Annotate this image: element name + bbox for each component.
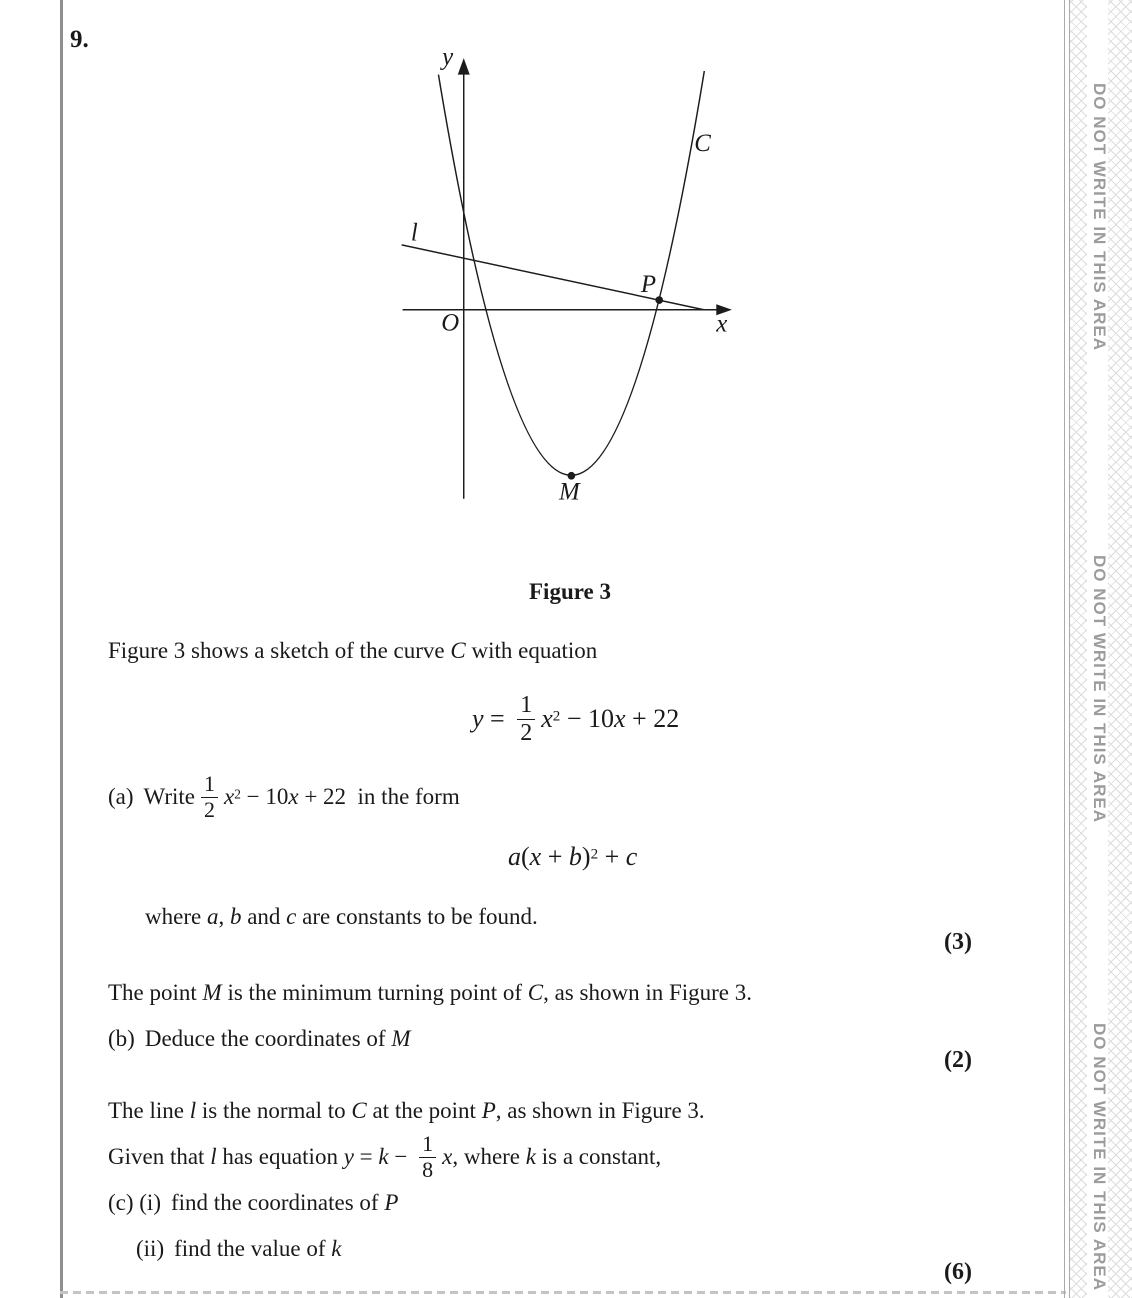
label-curve-c: C — [694, 130, 711, 158]
part-b-prompt: (b) Deduce the coordinates of M — [108, 1026, 411, 1051]
label-point-m: M — [558, 478, 580, 506]
do-not-write-margin-3: DO NOT WRITE IN THIS AREA — [1090, 1023, 1109, 1292]
label-origin: O — [441, 309, 460, 337]
normal-line-statement: The line l is the normal to C at the point P, as shown in Figure 3. — [108, 1098, 705, 1123]
page-left-rule — [60, 0, 63, 1298]
mark-part-b: (2) — [944, 1047, 972, 1073]
fraction-one-eighth: $\frac{1}{8}$ — [419, 1132, 436, 1181]
intro-line: Figure 3 shows a sketch of the curve C with equation — [108, 638, 598, 663]
question-number: 9. — [70, 26, 89, 53]
figure-caption: Figure 3 — [529, 579, 611, 604]
mark-part-c: (6) — [944, 1259, 972, 1285]
curve-c-path — [438, 71, 704, 475]
page-bottom-separator — [60, 1291, 1066, 1294]
do-not-write-margin-2: DO NOT WRITE IN THIS AREA — [1090, 555, 1109, 824]
label-point-p: P — [640, 270, 657, 298]
part-a-prompt: (a) Write $\frac{1}{2}$ $x^2 - 10x + 22$ in the form — [108, 771, 460, 822]
given-equation-statement: Given that l has equation y = k − $\frac{1}{8}$ x, where k is a constant, — [108, 1131, 662, 1182]
mark-part-a: (3) — [944, 929, 972, 955]
constants-note: where a, b and c are constants to be found. — [145, 904, 538, 929]
figure-3-sketch — [380, 48, 760, 600]
part-c-ii-prompt: (ii) find the value of k — [136, 1236, 342, 1261]
y-axis-arrow-icon — [458, 58, 470, 75]
label-x-axis: x — [716, 310, 728, 338]
label-line-l: l — [410, 219, 418, 247]
label-y-axis: y — [442, 48, 454, 71]
fraction-one-half: $\frac{1}{2}$ — [201, 772, 218, 821]
point-p-dot — [655, 296, 663, 304]
fraction-one-half: $\frac{1}{2}$ — [517, 692, 535, 746]
completed-square-form: $a(x + b)^2 + c$ — [508, 842, 638, 871]
curve-equation: y = $\frac{1}{2}$ $x^2 - 10x + 22$ — [472, 692, 680, 746]
do-not-write-margin-1: DO NOT WRITE IN THIS AREA — [1090, 83, 1109, 352]
point-m-statement: The point M is the minimum turning point of C, as shown in Figure 3. — [108, 980, 753, 1005]
part-c-i-prompt: (c) (i) find the coordinates of P — [108, 1190, 399, 1215]
